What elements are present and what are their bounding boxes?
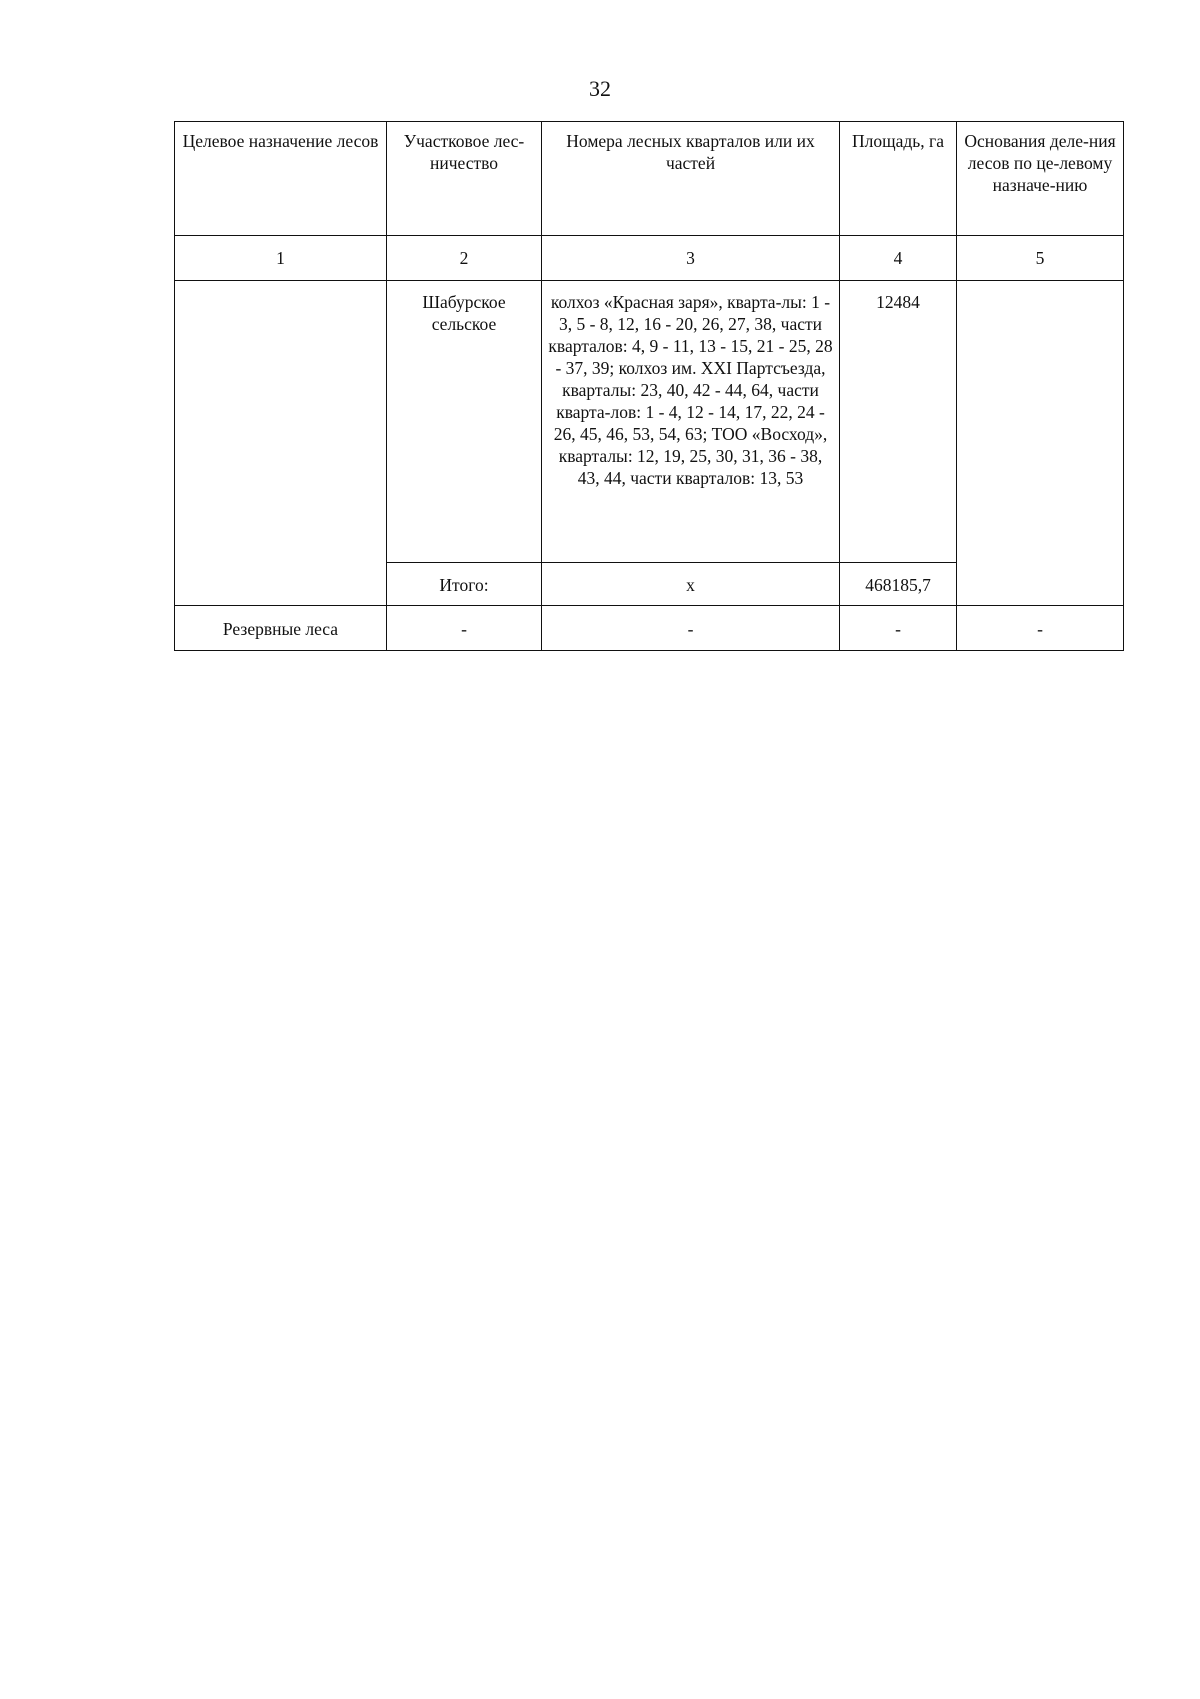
reserve-forestry: - [387,606,542,651]
forestry-cell: Шабурское сельское [387,281,542,563]
header-basis: Основания деле-ния лесов по це-левому назначе-нию [957,122,1124,236]
total-label: Итого: [387,563,542,606]
total-quarters: x [542,563,840,606]
header-forestry: Участковое лес-ничество [387,122,542,236]
total-area: 468185,7 [840,563,957,606]
reserve-area: - [840,606,957,651]
header-quarters: Номера лесных кварталов или их частей [542,122,840,236]
reserve-row [175,606,1124,651]
column-number: 2 [387,236,542,281]
purpose-cell [175,281,387,606]
reserve-purpose: Резервные леса [175,606,387,651]
column-number: 4 [840,236,957,281]
column-number: 3 [542,236,840,281]
area-cell: 12484 [840,281,957,563]
table-row [175,281,1124,563]
column-number: 5 [957,236,1124,281]
quarters-cell: колхоз «Красная заря», кварта-лы: 1 - 3, 5 - 8, 12, 16 - 20, 26, 27, 38, части кварталов: 4, 9 - 11, 13 - 15, 21 - 25, 28 - 37, 39; колхоз им. XXI Партсъезда, кварталы: 23, 40, 42 - 44, 64, части кварта-лов: 1 - 4, 12 - 14, 17, 22, 24 - 26, 45, 46, 53, 54, 63; ТОО «Восход», кварталы: 12, 19, 25, 30, 31, 36 - 38, 43, 44, части кварталов: 13, 53 [542,281,840,563]
basis-cell [957,281,1124,606]
table-header-row [175,122,1124,236]
header-purpose: Целевое назначение лесов [175,122,387,236]
header-area: Площадь, га [840,122,957,236]
column-number: 1 [175,236,387,281]
page-number: 32 [589,76,611,101]
reserve-basis: - [957,606,1124,651]
column-number-row [175,236,1124,281]
forest-purpose-table [174,121,1124,651]
reserve-quarters: - [542,606,840,651]
